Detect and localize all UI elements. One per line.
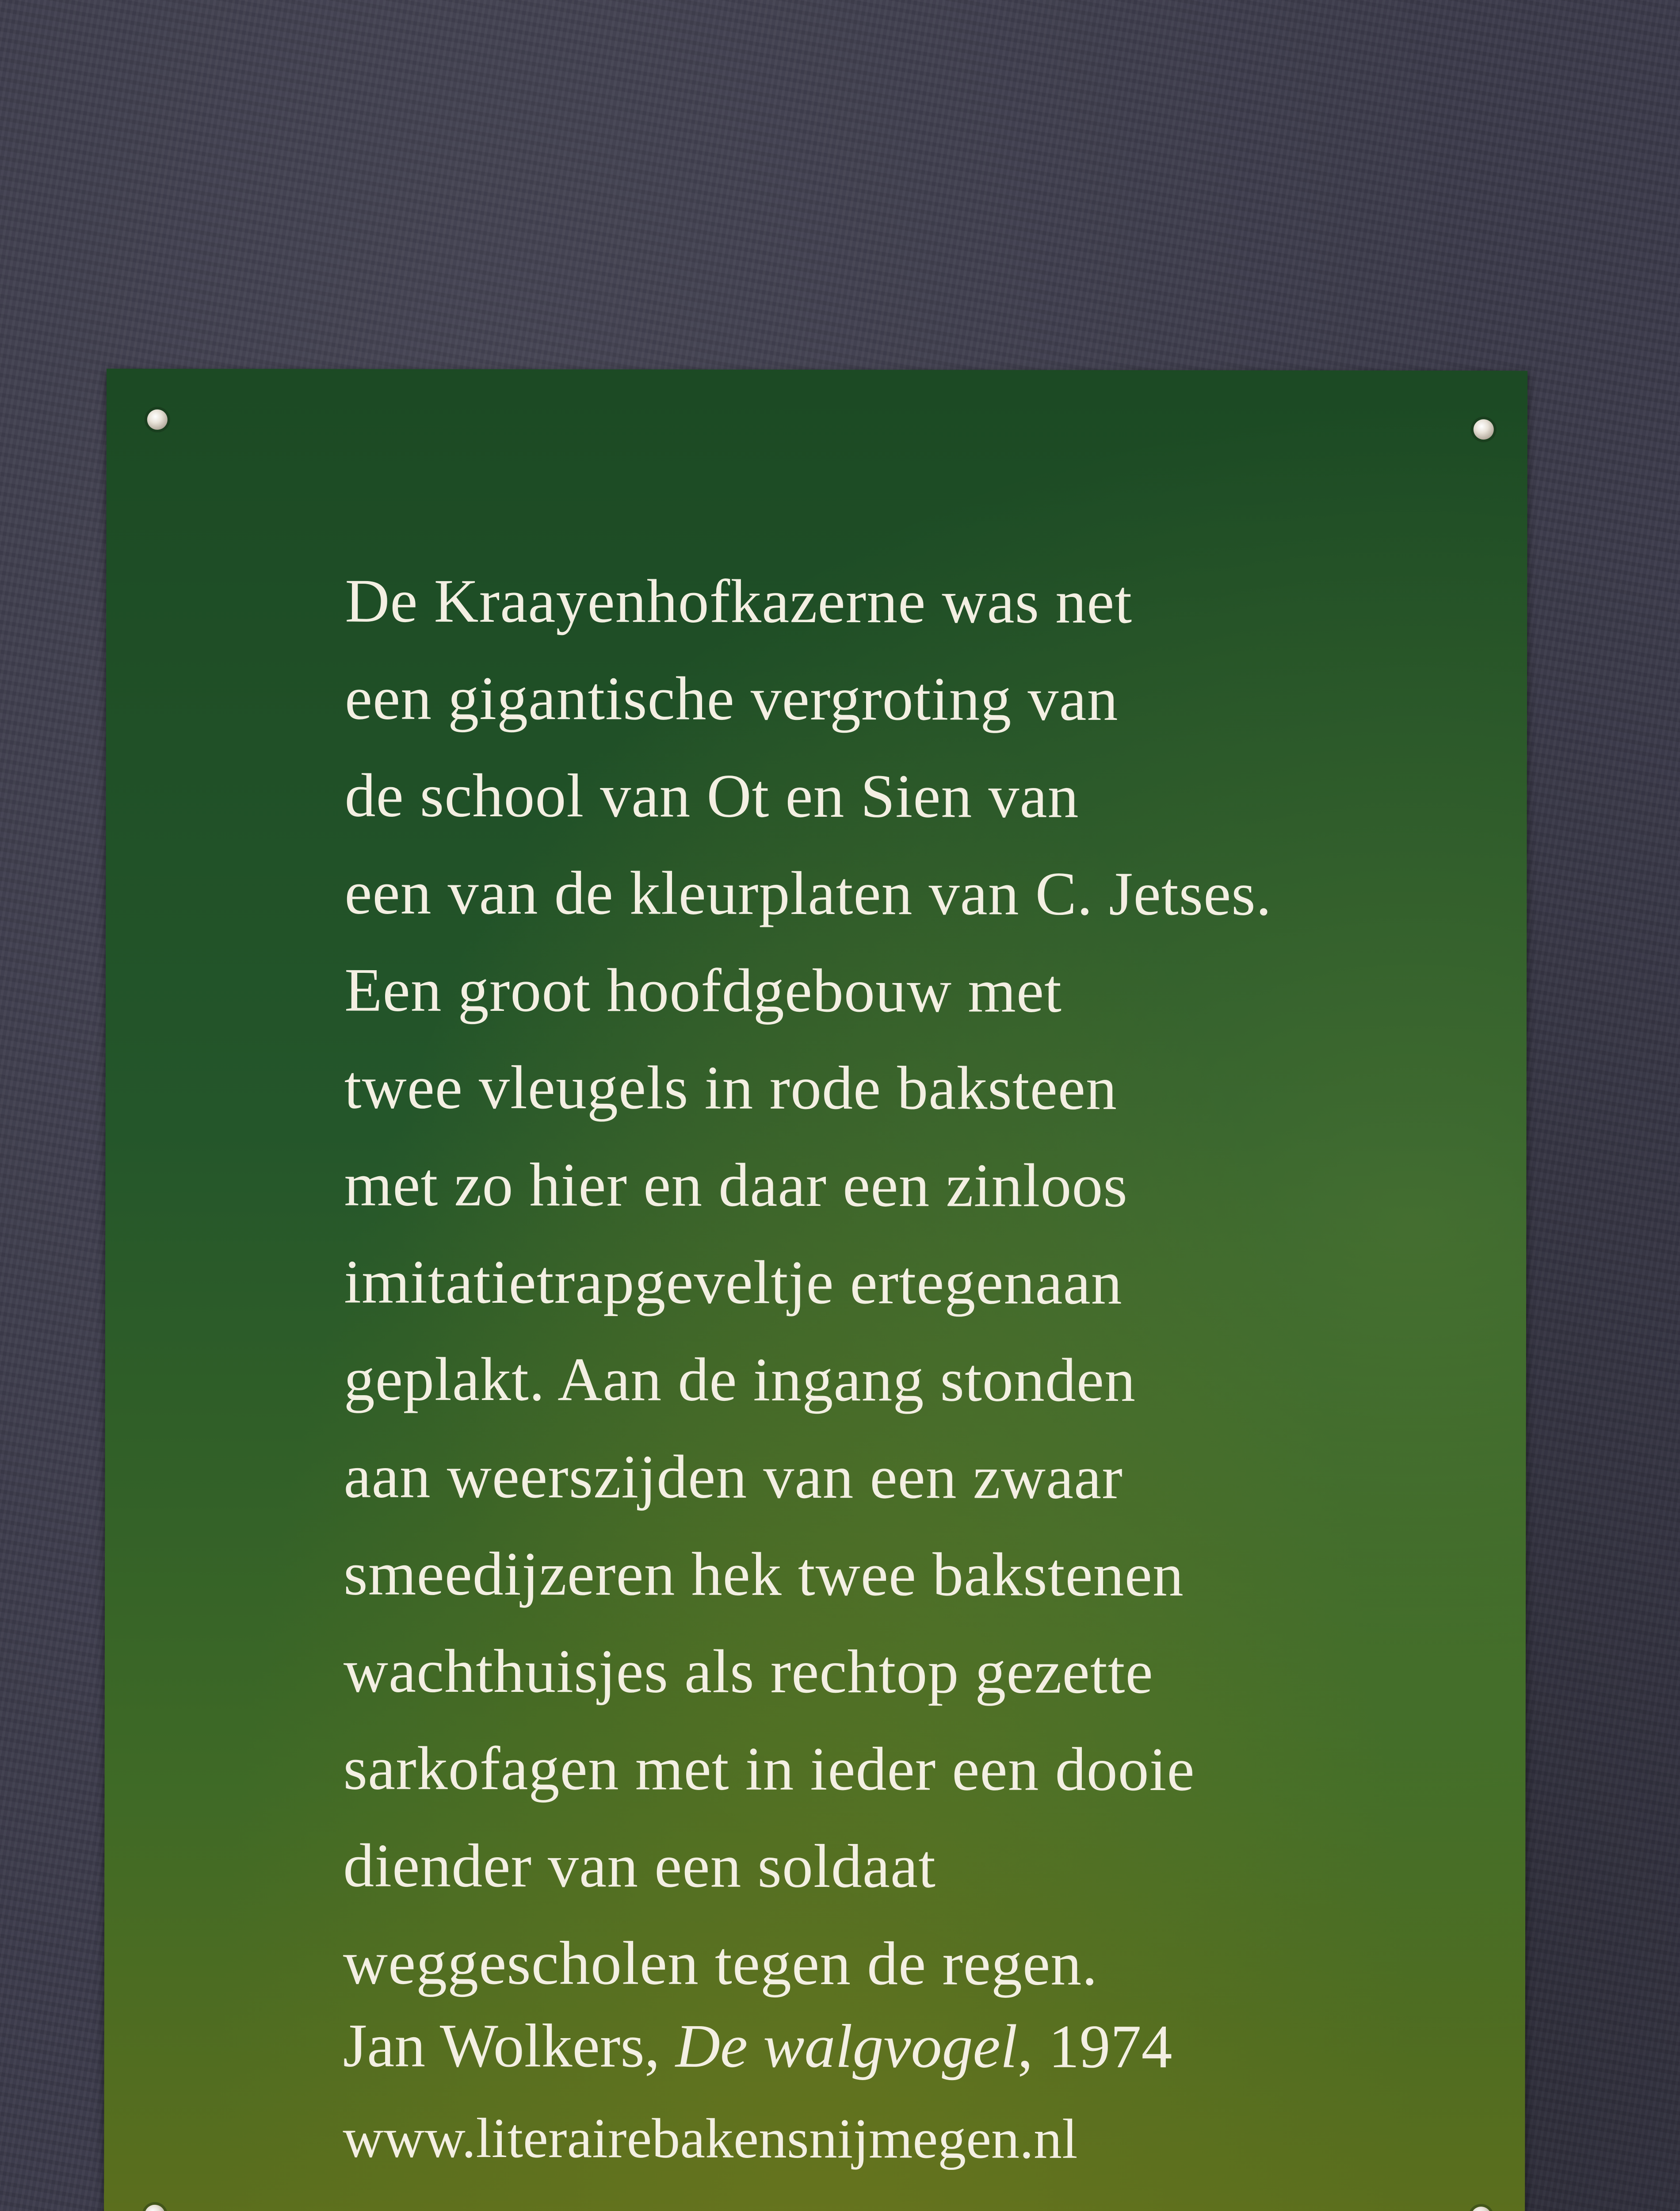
poem-line: Een groot hoofdgebouw met — [344, 956, 1062, 1025]
author-name: Jan Wolkers, — [343, 2011, 660, 2081]
poem-line: imitatietrapgeveltje ertegenaan — [344, 1247, 1123, 1317]
poem-line: twee vleugels in rode baksteen — [344, 1053, 1118, 1123]
poem-line: een gigantische vergroting van — [344, 664, 1119, 734]
poem-line: wachthuisjes als rechtop gezette — [343, 1637, 1153, 1707]
author-credit — [343, 1997, 1172, 2096]
literary-plaque — [104, 369, 1527, 2211]
publication-year: , 1974 — [1017, 2012, 1172, 2081]
poem-line: geplakt. Aan de ingang stonden — [344, 1345, 1136, 1415]
screw-top-left — [147, 409, 168, 430]
poem-line: weggescholen tegen de regen. — [343, 1928, 1098, 1998]
poem-line: sarkofagen met in ieder een dooie — [343, 1734, 1195, 1804]
poem-text — [343, 553, 1504, 2014]
poem-line: een van de kleurplaten van C. Jetses. — [344, 858, 1272, 929]
website-url: www.literairebakensnijmegen.nl — [343, 2106, 1078, 2170]
poem-line: de school van Ot en Sien van — [344, 761, 1079, 831]
screw-bottom-right — [1471, 2207, 1491, 2211]
poem-line: De Kraayenhofkazerne was net — [345, 566, 1133, 636]
poem-line: diender van een soldaat — [343, 1831, 936, 1901]
poem-line: met zo hier en daar een zinloos — [344, 1150, 1128, 1220]
poem-line: aan weerszijden van een zwaar — [344, 1442, 1123, 1512]
screw-top-right — [1474, 419, 1494, 440]
book-title: De walgvogel — [675, 2012, 1018, 2081]
poem-line: smeedijzeren hek twee bakstenen — [344, 1539, 1184, 1610]
screw-bottom-left — [145, 2205, 165, 2211]
